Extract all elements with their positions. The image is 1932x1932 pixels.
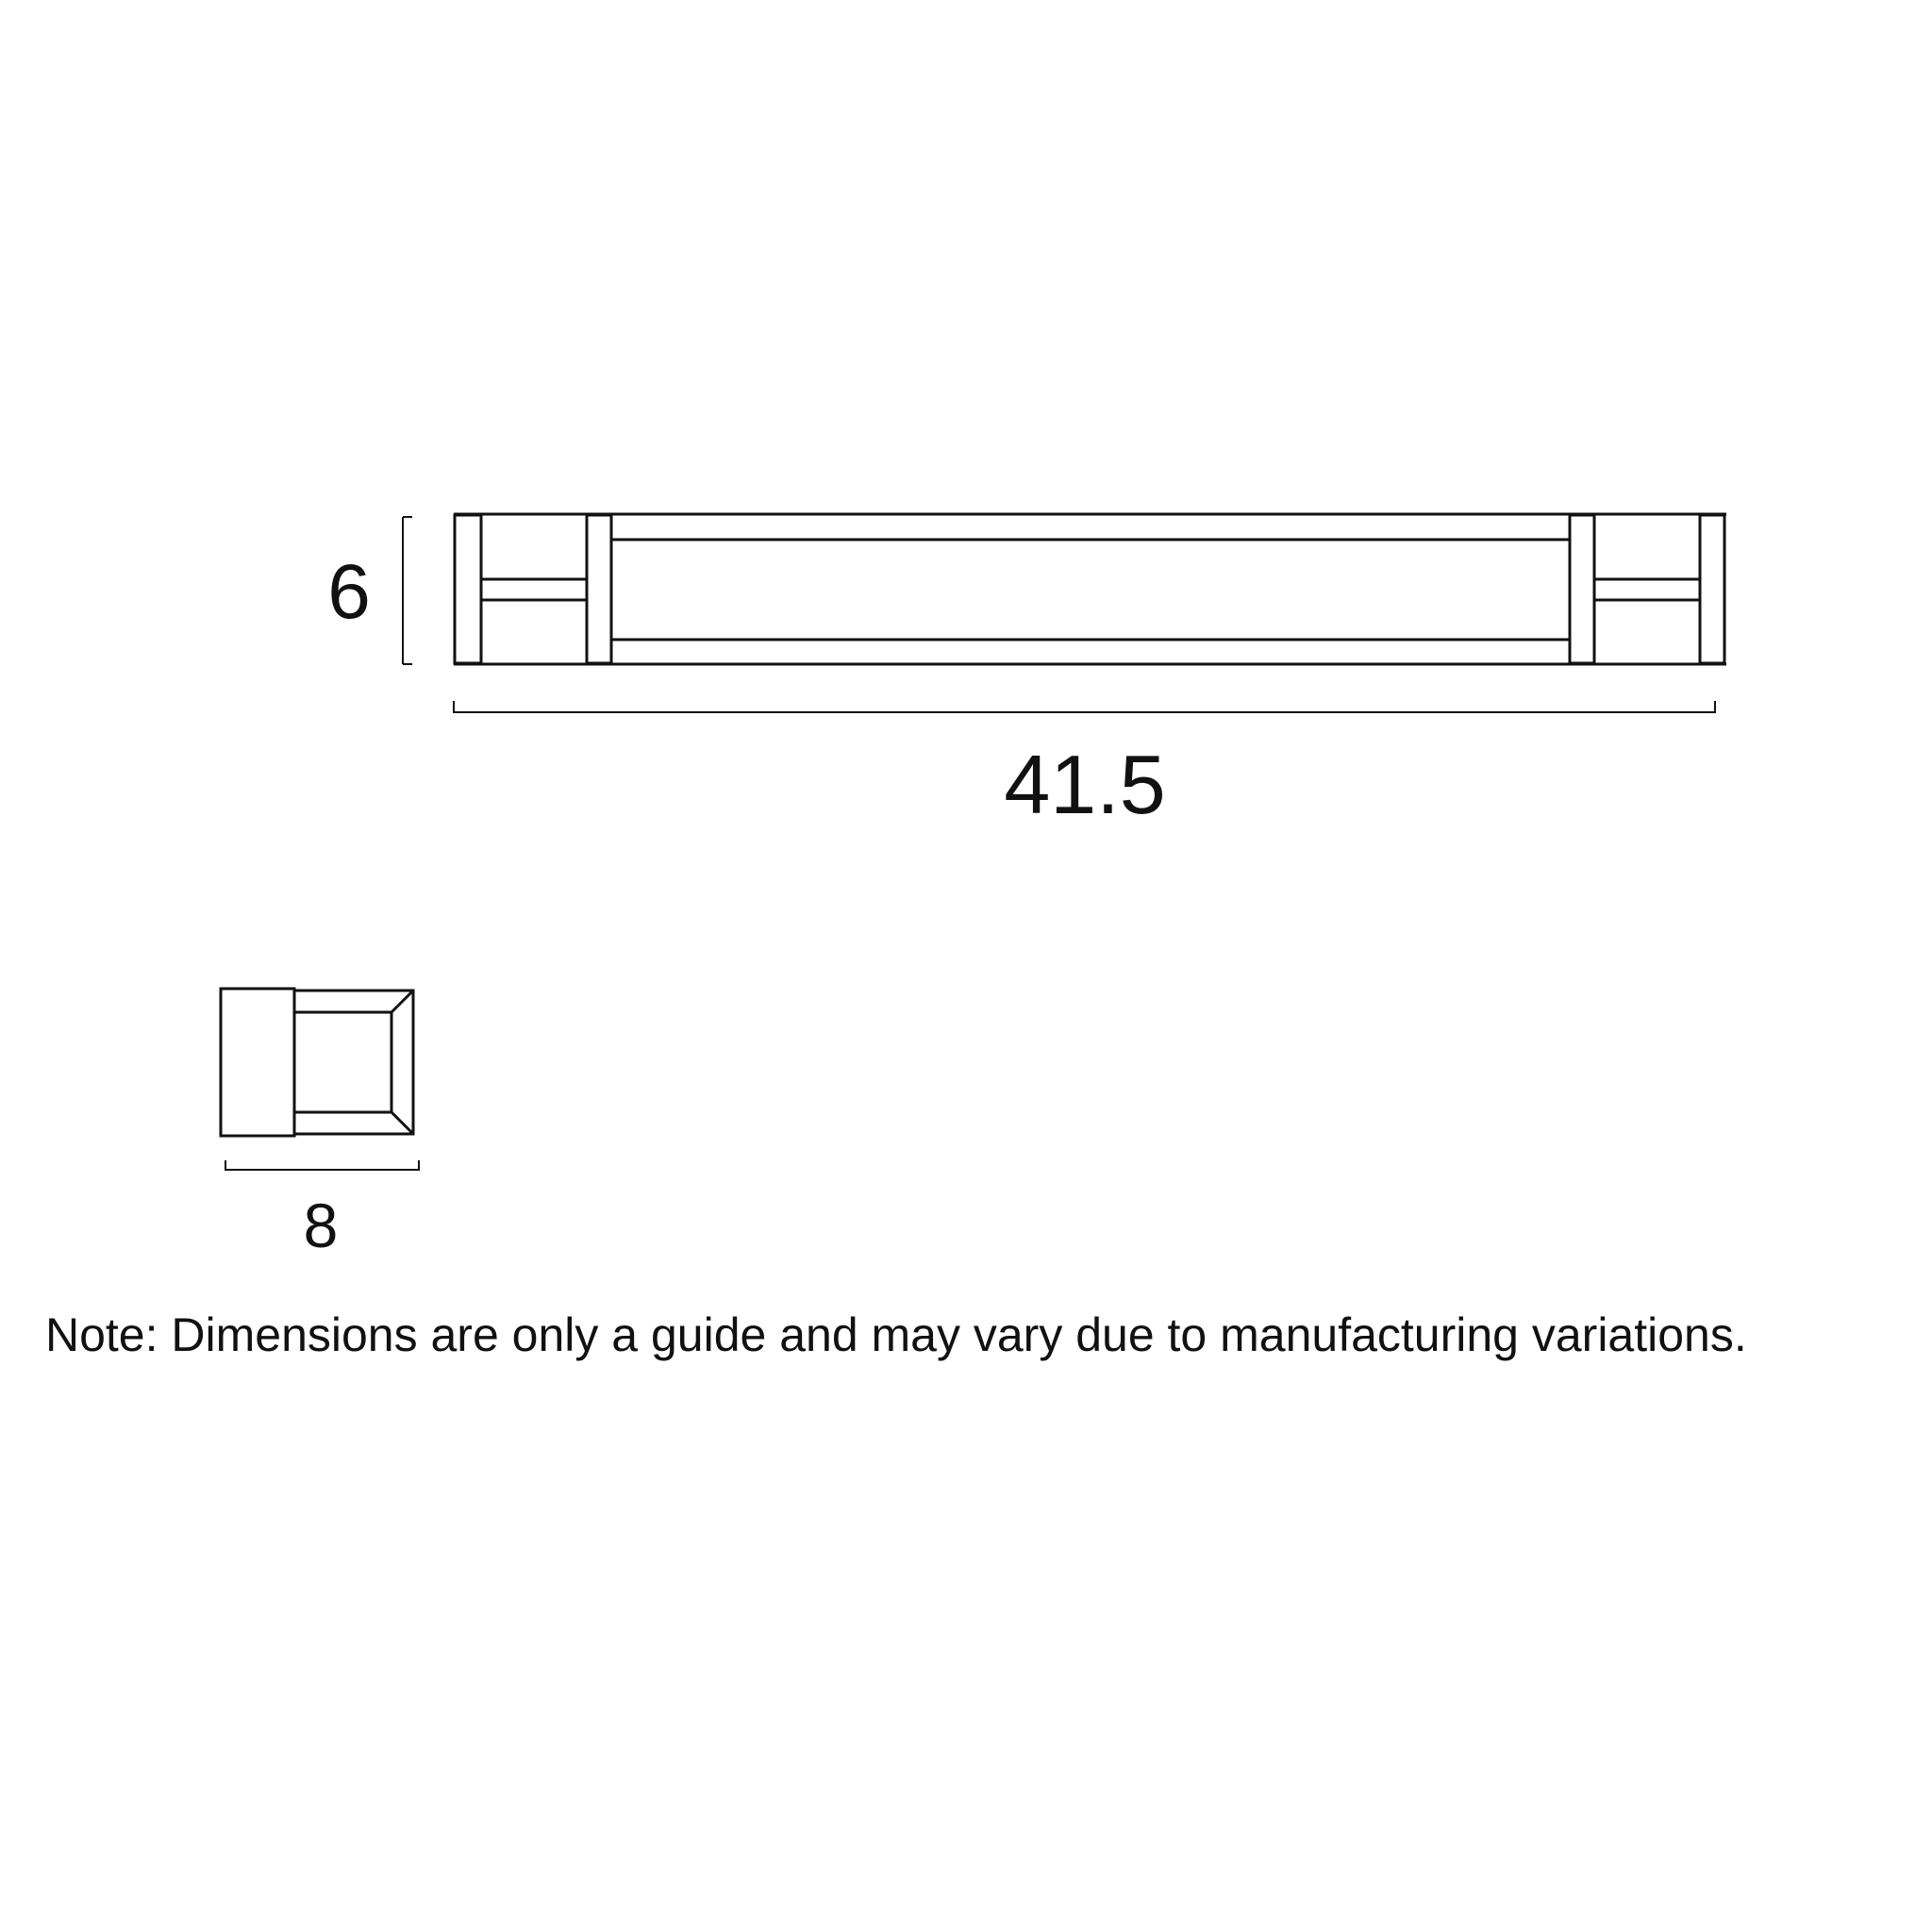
depth-label: 8 — [303, 1191, 339, 1260]
side-view — [221, 989, 413, 1136]
left-inner-cap — [587, 515, 611, 663]
side-view-bevel-bottom — [391, 1112, 413, 1134]
right-end-cap — [1700, 515, 1724, 663]
depth-dimension — [225, 1160, 419, 1171]
length-label: 41.5 — [1004, 738, 1166, 831]
side-view-cap — [221, 989, 294, 1136]
length-dimension — [454, 701, 1715, 713]
left-bracket — [481, 579, 587, 600]
side-view-bevel-top — [391, 991, 413, 1012]
left-end-cap — [455, 515, 481, 663]
side-view-inner — [294, 1012, 391, 1112]
front-view — [454, 514, 1726, 664]
right-inner-cap — [1570, 515, 1594, 663]
dimensions-note: Note: Dimensions are only a guide and may vary due to manufacturing variations. — [45, 1308, 1747, 1361]
right-bracket — [1594, 579, 1700, 600]
height-label: 6 — [327, 549, 371, 635]
height-dimension — [403, 517, 412, 664]
